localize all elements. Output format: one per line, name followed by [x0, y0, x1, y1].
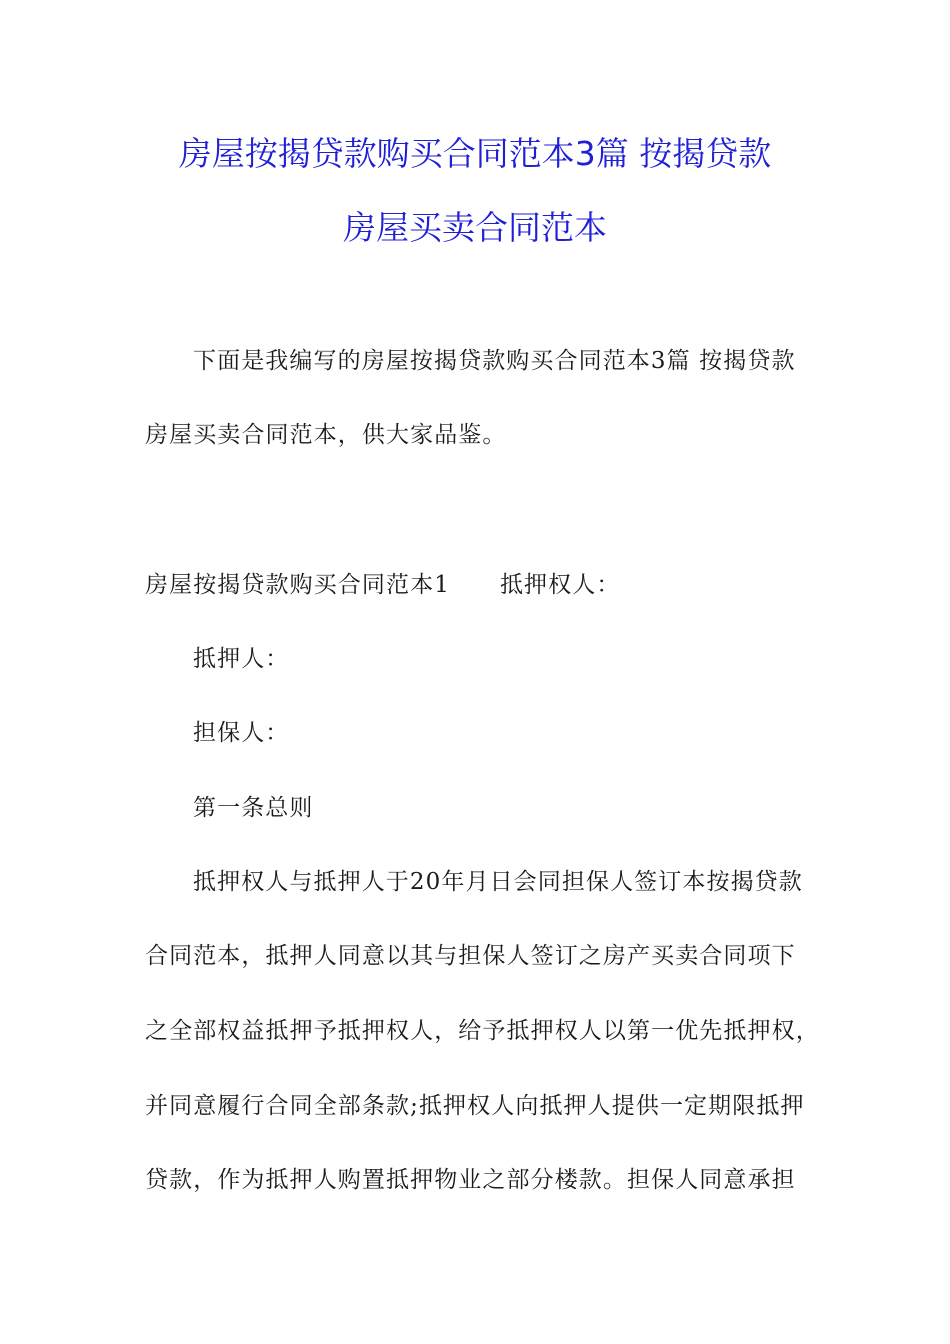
article-1-line-3: 之全部权益抵押予抵押权人，给予抵押权人以第一优先抵押权， [145, 1018, 820, 1044]
contract-1-heading: 房屋按揭贷款购买合同范本1 [145, 572, 450, 598]
article-1-title: 第一条总则 [193, 795, 314, 821]
document-title-line-2: 房屋买卖合同范本 [343, 208, 607, 247]
article-1-line-2: 合同范本，抵押人同意以其与担保人签订之房产买卖合同项下 [145, 943, 796, 969]
article-1-line-5: 贷款，作为抵押人购置抵押物业之部分楼款。担保人同意承担 [145, 1167, 796, 1193]
mortgagor-label: 抵押人： [193, 646, 290, 672]
mortgagee-label: 抵押权人： [499, 572, 621, 598]
article-1-line-4: 并同意履行合同全部条款;抵押权人向抵押人提供一定期限抵押 [145, 1093, 805, 1119]
article-1-line-1: 抵押权人与抵押人于20年月日会同担保人签订本按揭贷款 [193, 869, 803, 895]
contract-1-heading-row [145, 570, 620, 600]
intro-paragraph-line-2: 房屋买卖合同范本，供大家品鉴。 [145, 422, 507, 448]
document-title-line-1: 房屋按揭贷款购买合同范本3篇 按揭贷款 [178, 134, 772, 173]
guarantor-label: 担保人： [193, 720, 290, 746]
intro-paragraph-line-1: 下面是我编写的房屋按揭贷款购买合同范本3篇 按揭贷款 [193, 348, 796, 374]
